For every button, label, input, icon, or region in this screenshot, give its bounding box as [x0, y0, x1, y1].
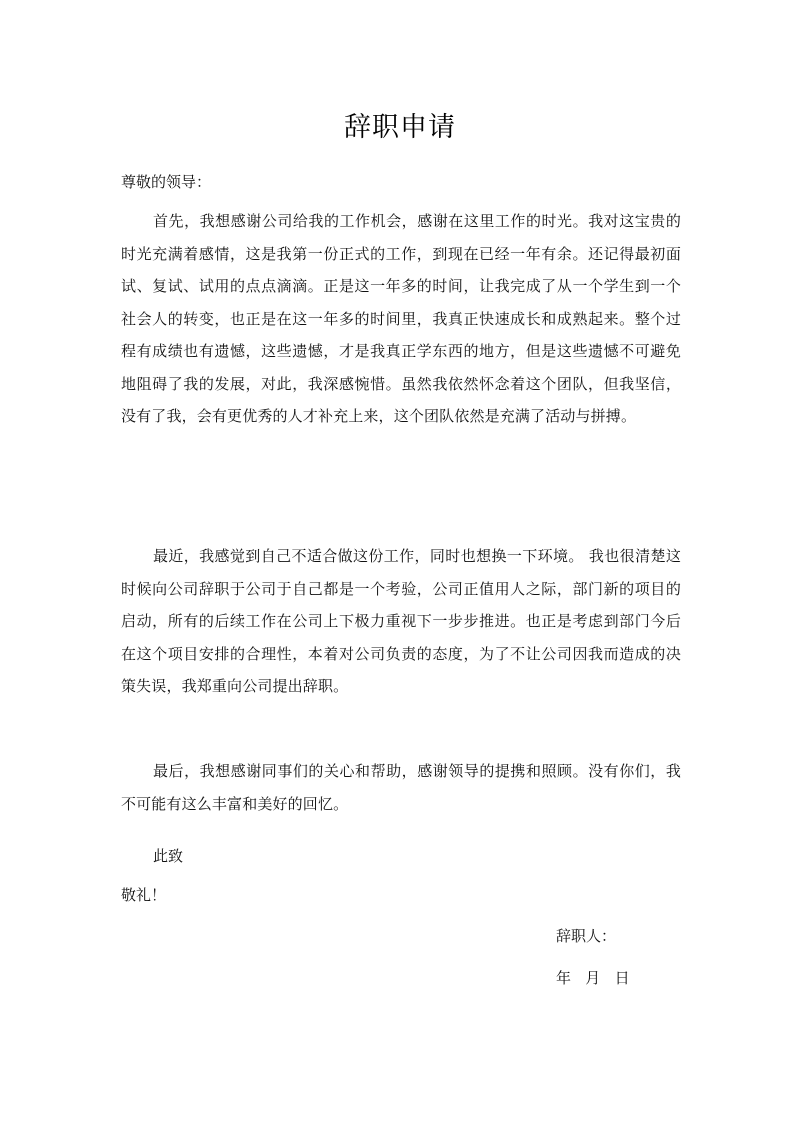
paragraph-reason: 最近，我感觉到自己不适合做这份工作，同时也想换一下环境。 我也很清楚这时候向公司辞职于公司于自己都是一个考验，公司正值用人之际，部门新的项目的启动，所有的后续工作在公司上下极力重视下一步步推进。也正是考虑到部门今后在这个项目安排的合理性，本着对公司负责的态度，为了不让公司因我而造成的决策失误，我郑重向公司提出辞职。	[121, 547, 681, 695]
salutation: 尊敬的领导：	[121, 173, 212, 191]
closing-phrase: 此致	[153, 847, 184, 865]
signer-label: 辞职人：	[556, 927, 617, 945]
paragraph-thanks: 最后，我想感谢同事们的关心和帮助，感谢领导的提携和照顾。没有你们，我不可能有这么丰富和美好的回忆。	[121, 762, 681, 813]
document-title: 辞职申请	[344, 112, 456, 143]
closing-salute: 敬礼！	[121, 886, 167, 904]
date-label: 年 月 日	[556, 969, 630, 987]
paragraph-gratitude: 首先，我想感谢公司给我的工作机会，感谢在这里工作的时光。我对这宝贵的时光充满着感情，这是我第一份正式的工作，到现在已经一年有余。还记得最初面试、复试、试用的点点滴滴。正是这一年多的时间，让我完成了从一个学生到一个社会人的转变，也正是在这一年多的时间里，我真正快速成长和成熟起来。整个过程有成绩也有遗憾，这些遗憾，才是我真正学东西的地方，但是这些遗憾不可避免地阻碍了我的发展，对此，我深感惋惜。虽然我依然怀念着这个团队，但我坚信，没有了我，会有更优秀的人才补充上来，这个团队依然是充满了活动与拼搏。	[121, 212, 681, 425]
